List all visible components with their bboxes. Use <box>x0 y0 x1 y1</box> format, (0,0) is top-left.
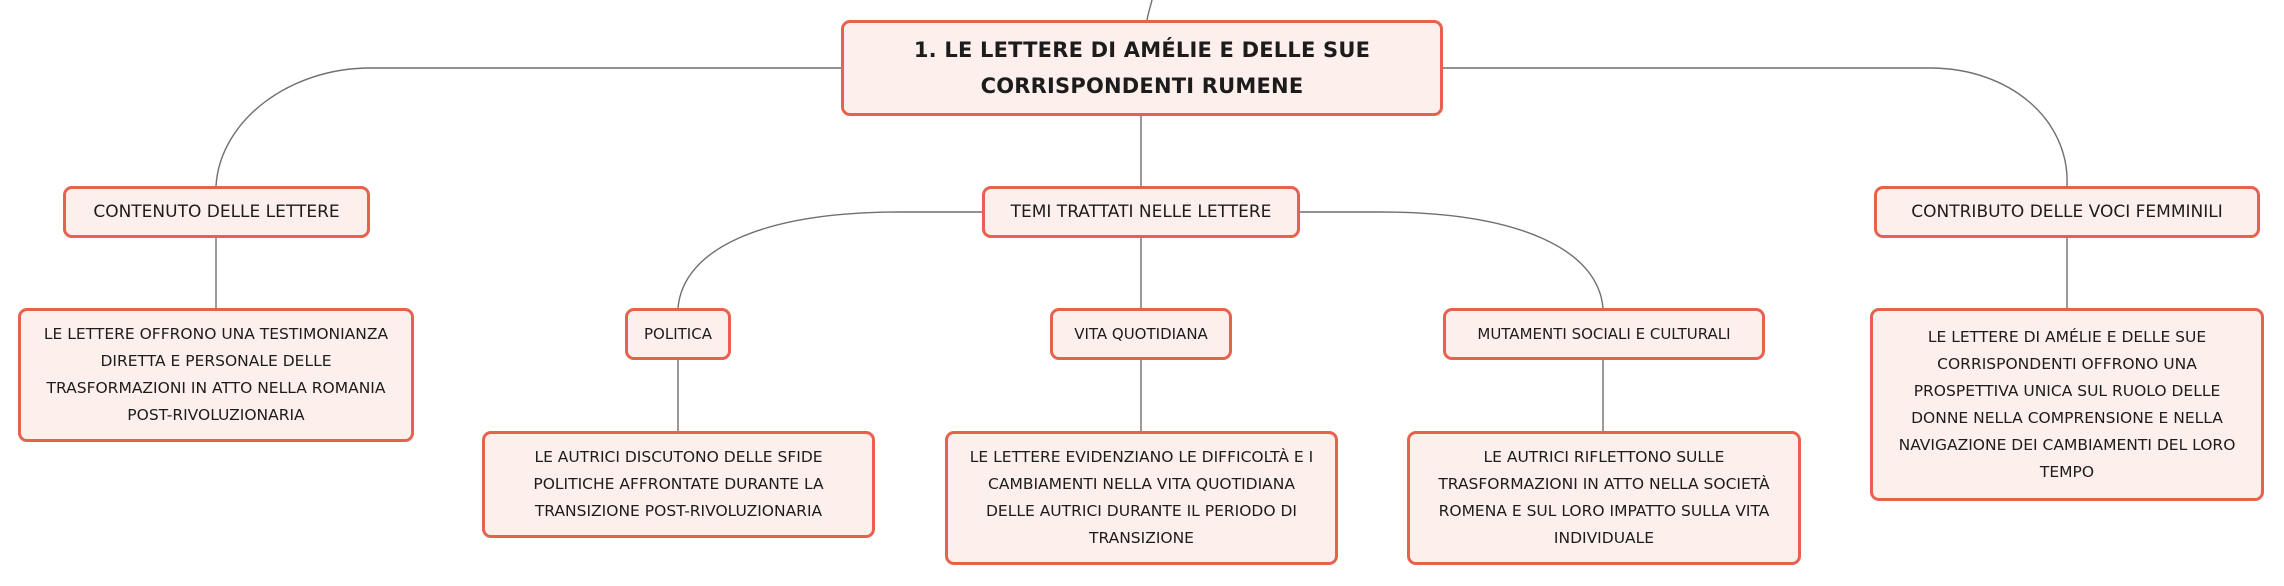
topic-women-label: CONTRIBUTO DELLE VOCI FEMMINILI <box>1911 202 2223 222</box>
subtopic-social-label: MUTAMENTI SOCIALI E CULTURALI <box>1477 325 1731 343</box>
subtopic-politics-node[interactable] <box>625 308 731 360</box>
detail-social-text: LE AUTRICI RIFLETTONO SULLE TRASFORMAZIONI IN ATTO NELLA SOCIETÀ ROMENA E SUL LORO IMPATTO SULLA VITA INDIVIDUALE <box>1438 448 1770 547</box>
subtopic-politics-label: POLITICA <box>644 325 712 343</box>
connector-themes-social <box>1299 212 1603 308</box>
detail-social-node[interactable] <box>1407 431 1801 565</box>
connector-root-content <box>216 68 843 186</box>
topic-themes-node[interactable] <box>982 186 1300 238</box>
topic-women-node[interactable] <box>1874 186 2260 238</box>
detail-politics-node[interactable] <box>482 431 875 538</box>
topic-content-label: CONTENUTO DELLE LETTERE <box>93 202 340 222</box>
subtopic-dailylife-label: VITA QUOTIDIANA <box>1074 325 1208 343</box>
root-topic-node[interactable] <box>841 20 1443 116</box>
detail-women-text: LE LETTERE DI AMÉLIE E DELLE SUE CORRISPONDENTI OFFRONO UNA PROSPETTIVA UNICA SUL RUOLO DELLE DONNE NELLA COMPRENSIONE E NELLA NAVIGAZIONE DEI CAMBIAMENTI DEL LORO TEMPO <box>1898 327 2236 481</box>
detail-politics-text: LE AUTRICI DISCUTONO DELLE SFIDE POLITICHE AFFRONTATE DURANTE LA TRANSIZIONE POST-RIVOLUZIONARIA <box>533 448 824 520</box>
detail-content-node[interactable] <box>18 308 414 442</box>
connector-root-women <box>1441 68 2067 186</box>
connector-incoming <box>1147 0 1152 20</box>
detail-dailylife-node[interactable] <box>945 431 1338 565</box>
detail-dailylife-text: LE LETTERE EVIDENZIANO LE DIFFICOLTÀ E I CAMBIAMENTI NELLA VITA QUOTIDIANA DELLE AUTRICI DURANTE IL PERIODO DI TRANSIZIONE <box>969 448 1314 547</box>
subtopic-dailylife-node[interactable] <box>1050 308 1232 360</box>
root-topic-title: 1. LE LETTERE DI AMÉLIE E DELLE SUE CORRISPONDENTI RUMENE <box>913 38 1371 98</box>
topic-content-node[interactable] <box>63 186 370 238</box>
detail-women-node[interactable] <box>1870 308 2264 501</box>
topic-themes-label: TEMI TRATTATI NELLE LETTERE <box>1010 202 1272 222</box>
detail-content-text: LE LETTERE OFFRONO UNA TESTIMONIANZA DIRETTA E PERSONALE DELLE TRASFORMAZIONI IN ATTO NELLA ROMANIA POST-RIVOLUZIONARIA <box>43 325 389 424</box>
connector-themes-politics <box>678 212 983 308</box>
subtopic-social-node[interactable] <box>1443 308 1765 360</box>
